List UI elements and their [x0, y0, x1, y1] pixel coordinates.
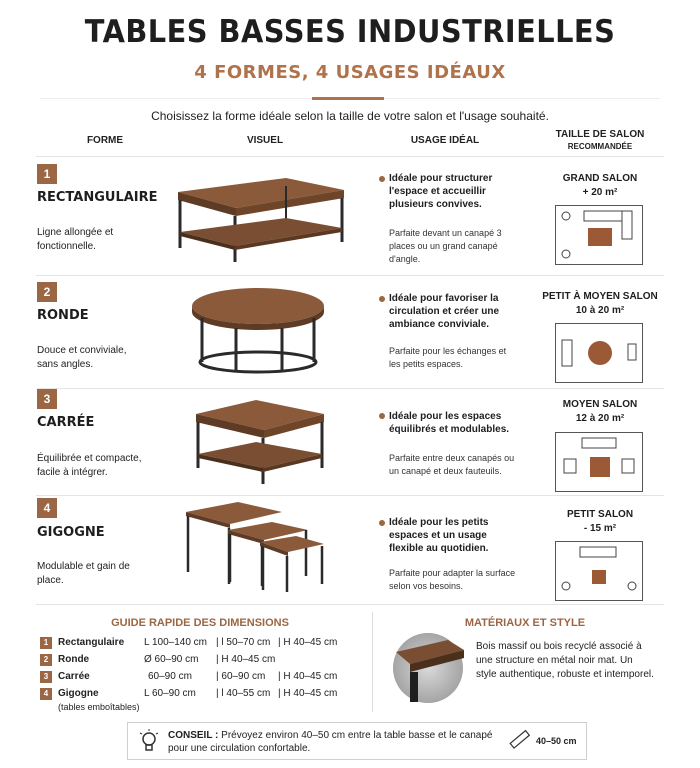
dimension-value-b: | l 50–70 cm — [216, 637, 271, 648]
page-subtitle: 4 FORMES, 4 USAGES IDÉAUX — [194, 62, 506, 83]
room-size-range: 12 à 20 m² — [575, 413, 625, 424]
floor-plan-large — [555, 205, 643, 265]
shape-description: Douce et conviviale, sans angles. — [37, 345, 127, 370]
dimension-value-c: | H 40–45 cm — [278, 671, 338, 682]
round-table-image — [188, 284, 328, 379]
ruler-icon — [508, 729, 530, 751]
bullet-icon — [379, 176, 385, 182]
row-divider — [36, 388, 664, 389]
room-size-range: + 20 m² — [582, 187, 618, 198]
room-size-title — [536, 172, 664, 200]
page-title: TABLES BASSES INDUSTRIELLES — [84, 14, 616, 50]
dimension-value-a: L 60–90 cm — [144, 688, 196, 699]
shape-description: Équilibrée et compacte, facile à intégrer. — [37, 453, 142, 478]
shape-name: RECTANGULAIRE — [37, 190, 158, 205]
row-number: 4 — [37, 498, 57, 518]
dimension-value-a: 60–90 cm — [148, 671, 192, 682]
nesting-tables-image — [180, 500, 330, 595]
materials-title: MATÉRIAUX ET STYLE — [464, 617, 586, 629]
dimension-number: 1 — [40, 637, 52, 649]
rectangular-table-image — [168, 170, 348, 265]
usage-detail: Parfaite pour adapter la surface selon vos besoins. — [389, 568, 516, 591]
dimension-number: 2 — [40, 654, 52, 666]
usage-main: Idéale pour les espaces équilibrés et modulables. — [389, 411, 510, 435]
floor-plan-medium — [555, 432, 643, 492]
room-size-label: PETIT SALON — [566, 509, 634, 520]
room-size-label: PETIT À MOYEN SALON — [542, 291, 658, 302]
floor-plan-small-icon — [556, 542, 641, 599]
row-divider — [36, 604, 664, 605]
tip-text — [168, 729, 498, 755]
usage-main: Idéale pour les petits espaces et un usage flexible au quotidien. — [389, 517, 489, 554]
room-size-range: - 15 m² — [583, 523, 617, 534]
floor-plan-large-icon — [556, 206, 641, 263]
dimension-value-b: | H 40–45 cm — [216, 654, 276, 665]
bullet-icon — [379, 296, 385, 302]
column-header-taille — [536, 129, 664, 151]
tip-label: CONSEIL : — [168, 730, 219, 741]
shape-name: GIGOGNE — [37, 525, 105, 540]
square-table-image — [190, 396, 330, 488]
floor-plan-medium-icon — [556, 433, 641, 490]
dimension-value-a: L 100–140 cm — [144, 637, 208, 648]
room-size-title — [536, 508, 664, 536]
dimension-value-b: | 60–90 cm — [216, 671, 266, 682]
tip-body: Prévoyez environ 40–50 cm entre la table basse et le canapé pour une circulation confortable. — [168, 730, 493, 754]
usage-detail: Parfaite pour les échanges et les petits espaces. — [389, 346, 507, 369]
floor-plan-small-medium-icon — [556, 324, 641, 381]
column-header-visuel: VISUEL — [246, 135, 284, 146]
bullet-icon — [379, 413, 385, 419]
dimension-value-c: | H 40–45 cm — [278, 688, 338, 699]
row-divider — [36, 275, 664, 276]
dimension-number: 3 — [40, 671, 52, 683]
usage-main: Idéale pour favoriser la circulation et créer une ambiance conviviale. — [389, 293, 500, 330]
bullet-icon — [379, 520, 385, 526]
dimension-note: (tables emboîtables) — [58, 702, 140, 712]
dimension-name: Rectangulaire — [58, 637, 125, 648]
tip-measure: 40–50 cm — [536, 736, 577, 746]
shape-description: Ligne allongée et fonctionnelle. — [37, 227, 114, 252]
dimension-name: Gigogne — [58, 688, 99, 699]
floor-plan-small — [555, 541, 643, 601]
material-closeup-image — [388, 632, 468, 704]
dimension-value-c: | H 40–45 cm — [278, 637, 338, 648]
column-header-usage: USAGE IDÉAL — [410, 135, 480, 146]
row-number: 2 — [37, 282, 57, 302]
room-size-title — [536, 398, 664, 426]
row-number: 1 — [37, 164, 57, 184]
dimension-name: Carrée — [58, 671, 90, 682]
materials-text: Bois massif ou bois recyclé associé à une structure en métal noir mat. Un style authentique, robuste et intemporel. — [476, 641, 654, 680]
room-size-title — [536, 290, 664, 318]
row-number: 3 — [37, 389, 57, 409]
shape-name: CARRÉE — [37, 415, 95, 430]
dimension-name: Ronde — [58, 654, 90, 665]
vertical-divider — [372, 612, 373, 712]
floor-plan-small-medium — [555, 323, 643, 383]
shape-name: RONDE — [37, 308, 89, 323]
tip-box — [127, 722, 587, 760]
accent-divider — [312, 97, 384, 100]
column-header-forme: FORME — [86, 135, 124, 146]
usage-detail: Parfaite devant un canapé 3 places ou un grand canapé d'angle. — [389, 228, 502, 264]
row-divider — [36, 156, 664, 157]
row-divider — [36, 495, 664, 496]
dimension-value-b: | l 40–55 cm — [216, 688, 271, 699]
usage-detail: Parfaite entre deux canapés ou un canapé et deux fauteuils. — [389, 453, 515, 476]
lightbulb-icon — [138, 729, 160, 755]
shape-description: Modulable et gain de place. — [37, 561, 130, 586]
intro-text: Choisissez la forme idéale selon la taille de votre salon et l'usage souhaité. — [151, 109, 549, 123]
dimension-number: 4 — [40, 688, 52, 700]
room-size-label: GRAND SALON — [562, 173, 638, 184]
column-header-taille-label: TAILLE DE SALON — [555, 129, 645, 140]
guide-title: GUIDE RAPIDE DES DIMENSIONS — [111, 617, 289, 629]
usage-main: Idéale pour structurer l'espace et accueillir plusieurs convives. — [389, 173, 493, 210]
room-size-label: MOYEN SALON — [562, 399, 638, 410]
room-size-range: 10 à 20 m² — [575, 305, 625, 316]
dimension-value-a: Ø 60–90 cm — [144, 654, 199, 665]
column-header-taille-sub: RECOMMANDÉE — [567, 142, 633, 151]
